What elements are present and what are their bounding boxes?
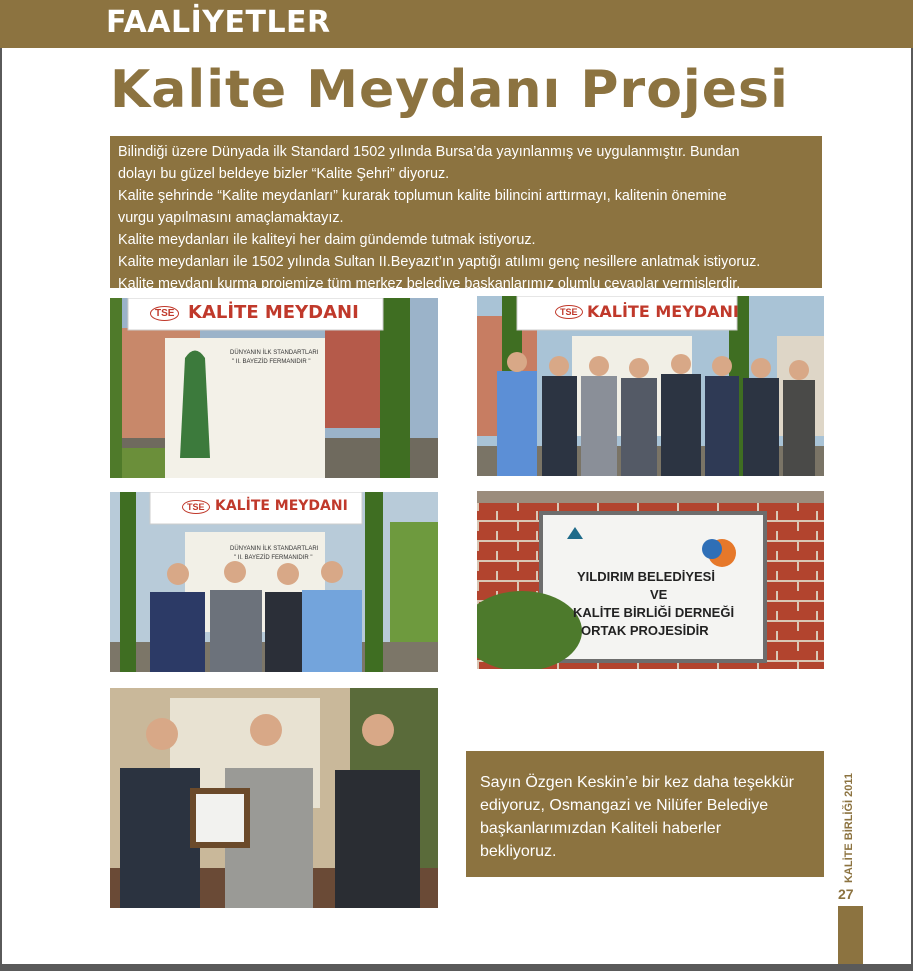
thanks-caption-box: [466, 751, 824, 877]
edict-subheading: " II. BAYEZİD FERMANIDIR ": [234, 555, 313, 561]
intro-line: dolayı bu güzel beldeye bizler “Kalite Şehri” diyoruz.: [118, 166, 450, 182]
section-title: FAALİYETLER: [106, 5, 331, 40]
publication-label: [838, 770, 860, 885]
page-border-left: [0, 0, 2, 971]
page-number: 27: [838, 886, 854, 902]
intro-line: Bilindiği üzere Dünyada ilk Standard 1502 yılında Bursa’da yayınlanmış ve uygulanmıştır. Bundan: [118, 144, 740, 160]
tse-badge: TSE: [150, 306, 179, 321]
intro-line: Kalite şehrinde “Kalite meydanları” kurarak toplumun kalite bilincini arttırmayı, kalitenin önemine: [118, 188, 727, 204]
intro-line: vurgu yapılmasını amaçlamaktayız.: [118, 210, 344, 226]
plaque-line: YILDIRIM BELEDİYESİ: [577, 569, 715, 584]
photo-award-ceremony: [110, 688, 438, 908]
plaque-line: ORTAK PROJESİDİR: [581, 623, 709, 638]
photo-kalite-meydani-sign: [110, 298, 438, 478]
section-header-bar: [0, 0, 913, 48]
page-title: Kalite Meydanı Projesi: [110, 60, 789, 120]
publication-text: KALİTE BİRLİĞİ 2011: [843, 772, 855, 883]
edict-heading: DÜNYANIN İLK STANDARTLARI: [230, 546, 319, 552]
tse-badge: TSE: [555, 305, 583, 319]
edict-subheading: " II. BAYEZİD FERMANIDIR ": [232, 359, 311, 365]
sign-title: KALİTE MEYDANI: [215, 498, 348, 514]
intro-line: Kalite meydanları ile 1502 yılında Sultan II.Beyazıt’ın yaptığı atılımı genç nesillere anlatmak istiyoruz.: [118, 254, 761, 270]
intro-line: Kalite meydanları ile kaliteyi her daim gündemde tutmak istiyoruz.: [118, 232, 536, 248]
sign-title: KALİTE MEYDANI: [188, 302, 359, 323]
caption-line: Sayın Özgen Keskin’e bir kez daha teşekkür: [480, 774, 794, 791]
photo-project-plaque: [477, 491, 824, 669]
caption-line: ediyoruz, Osmangazi ve Nilüfer Belediye: [480, 797, 769, 814]
page-border-bottom: [0, 964, 913, 971]
edict-heading: DÜNYANIN İLK STANDARTLARI: [230, 350, 319, 356]
caption-line: başkanlarımızdan Kaliteli haberler: [480, 820, 722, 837]
photo-group-at-sign: [477, 296, 824, 476]
intro-line: Kalite meydanı kurma projemize tüm merkez belediye başkanlarımız olumlu cevaplar vermişlerdir.: [118, 276, 741, 292]
page-number-bar: [838, 906, 863, 964]
plaque-line: VE: [650, 587, 668, 602]
plaque-line: KALİTE BİRLİĞİ DERNEĞİ: [573, 605, 735, 620]
photo-group-of-five: [110, 492, 438, 672]
tse-badge: TSE: [182, 500, 210, 514]
sign-title: KALİTE MEYDANI: [587, 302, 739, 321]
caption-line: bekliyoruz.: [480, 843, 557, 860]
intro-text-box: [110, 136, 822, 292]
